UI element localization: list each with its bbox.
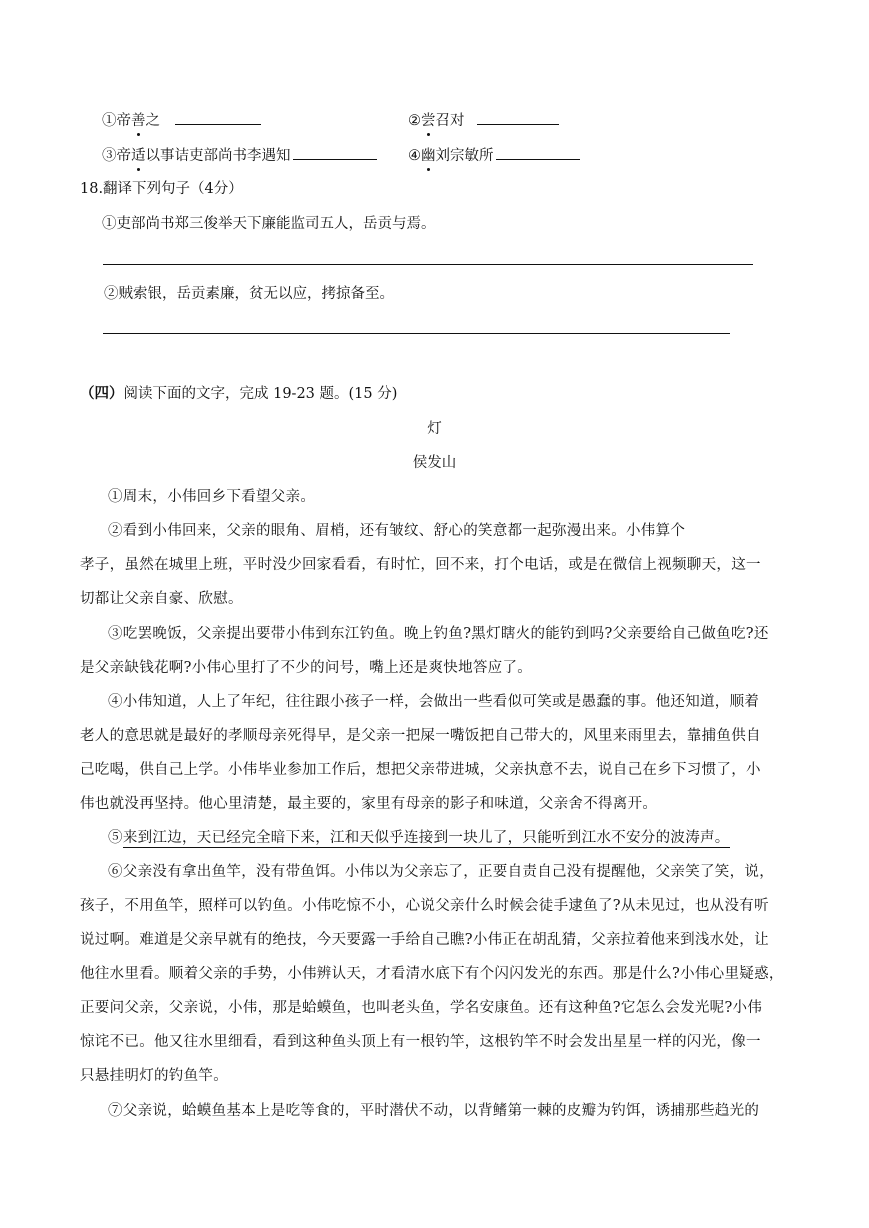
paragraph-6-line-1: ⑥父亲没有拿出鱼竿，没有带鱼饵。小伟以为父亲忘了，正要自责自己没有提醒他，父亲笑了笑，说， xyxy=(108,864,774,880)
q17-item-1-answer-blank[interactable] xyxy=(175,110,261,125)
q17-item-1 xyxy=(102,110,261,131)
q17-item-2-answer-blank[interactable] xyxy=(477,110,559,125)
q17-item-1-suffix: 之 xyxy=(145,113,160,129)
paragraph-3-line-2: 是父亲缺钱花啊?小伟心里打了不少的问号，嘴上还是爽快地答应了。 xyxy=(80,660,533,676)
q17-item-4 xyxy=(408,145,580,166)
q17-item-2-prefix: ② xyxy=(408,113,421,129)
paragraph-4-line-4: 伟也就没再坚持。他心里清楚，最主要的，家里有母亲的影子和味道，父亲舍不得离开。 xyxy=(80,796,658,812)
q17-item-3-suffix: 以事诘吏部尚书李遇知 xyxy=(145,148,291,164)
paragraph-6-line-5: 正要问父亲，父亲说，小伟，那是蛤蟆鱼，也叫老头鱼，学名安康鱼。还有这种鱼?它怎么会发光呢?小伟 xyxy=(80,1000,763,1016)
q17-item-2-suffix: 召对 xyxy=(435,113,465,129)
q18-answer-line-2[interactable] xyxy=(103,333,730,334)
q17-item-4-prefix: ④ xyxy=(408,148,421,164)
paragraph-5-number: ⑤ xyxy=(108,830,123,846)
q18-answer-line-1[interactable] xyxy=(103,264,753,265)
paragraph-4-line-3: 己吃喝，供自己上学。小伟毕业参加工作后，想把父亲带进城，父亲执意不去，说自己在乡下习惯了，小 xyxy=(80,762,761,778)
paragraph-2-line-3: 切都让父亲自豪、欣慰。 xyxy=(80,591,243,607)
q17-item-2 xyxy=(408,110,559,131)
paragraph-2-line-1: ②看到小伟回来，父亲的眼角、眉梢，还有皱纹、舒心的笑意都一起弥漫出来。小伟算个 xyxy=(108,523,686,539)
paragraph-4-line-1: ④小伟知道，人上了年纪，往往跟小孩子一样，会做出一些看似可笑或是愚蠢的事。他还知道，顺着 xyxy=(108,694,760,710)
q17-item-3-dotted-char: 适 xyxy=(131,148,146,164)
q17-item-3-answer-blank[interactable] xyxy=(293,145,377,160)
q17-item-4-dotted-char: 幽 xyxy=(421,148,436,164)
paragraph-6-line-3: 说过啊。难道是父亲早就有的绝技，今天要露一手给自己瞧?小伟正在胡乱猜，父亲拉着他来到浅水处，让 xyxy=(80,932,769,948)
paragraph-7-line-1: ⑦父亲说，蛤蟆鱼基本上是吃等食的，平时潜伏不动，以背鳍第一棘的皮瓣为钓饵，诱捕那些趋光的 xyxy=(108,1103,760,1119)
q17-item-3-prefix: ③帝 xyxy=(102,148,131,164)
paragraph-6-line-6: 惊诧不已。他又往水里细看，看到这种鱼头顶上有一根钓竿，这根钓竿不时会发出星星一样的闪光，像一 xyxy=(80,1034,761,1050)
paragraph-2-line-2: 孝子，虽然在城里上班，平时没少回家看看，有时忙，回不来，打个电话，或是在微信上视频聊天，这一 xyxy=(80,557,761,573)
section-4-instruction: 阅读下面的文字，完成 19-23 题。(15 分) xyxy=(123,386,398,402)
q17-item-2-dotted-char: 尝 xyxy=(421,113,436,129)
section-4-label: （四） xyxy=(80,385,124,402)
q17-item-4-suffix: 刘宗敏所 xyxy=(435,148,494,164)
section-4-header xyxy=(80,384,397,404)
paragraph-6-line-7: 只悬挂明灯的钓鱼竿。 xyxy=(80,1068,228,1084)
paragraph-3-line-1: ③吃罢晚饭，父亲提出要带小伟到东江钓鱼。晚上钓鱼?黑灯瞎火的能钓到吗?父亲要给自己做鱼吃?还 xyxy=(108,626,769,642)
article-title: 灯 xyxy=(427,421,442,437)
paragraph-5-underlined-text: 来到江边，天已经完全暗下来，江和天似乎连接到一块儿了，只能听到江水不安分的波涛声。 xyxy=(122,830,730,846)
paragraph-5 xyxy=(108,828,730,848)
article-author: 侯发山 xyxy=(412,455,457,471)
q17-item-4-answer-blank[interactable] xyxy=(496,145,580,160)
paragraph-6-line-4: 他往水里看。顺着父亲的手势，小伟辨认天，才看清水底下有个闪闪发光的东西。那是什么?小伟心里疑惑， xyxy=(80,966,784,982)
q18-heading: 18.翻译下列句子（4分） xyxy=(80,181,243,197)
q17-item-1-prefix: ①帝 xyxy=(102,113,131,129)
paragraph-1: ①周末，小伟回乡下看望父亲。 xyxy=(108,489,316,505)
q18-sentence-2: ②贼索银，岳贡素廉，贫无以应，拷掠备至。 xyxy=(104,286,394,302)
q17-item-3 xyxy=(102,145,377,166)
paragraph-6-line-2: 孩子，不用鱼竿，照样可以钓鱼。小伟吃惊不小，心说父亲什么时候会徒手逮鱼了?从未见过，也从没有听 xyxy=(80,898,769,914)
paragraph-4-line-2: 老人的意思就是最好的孝顺母亲死得早，是父亲一把屎一嘴饭把自己带大的，风里来雨里去，靠捕鱼供自 xyxy=(80,728,761,744)
q17-item-1-dotted-char: 善 xyxy=(131,113,146,129)
q18-sentence-1: ①吏部尚书郑三俊举天下廉能监司五人，岳贡与焉。 xyxy=(102,216,436,232)
